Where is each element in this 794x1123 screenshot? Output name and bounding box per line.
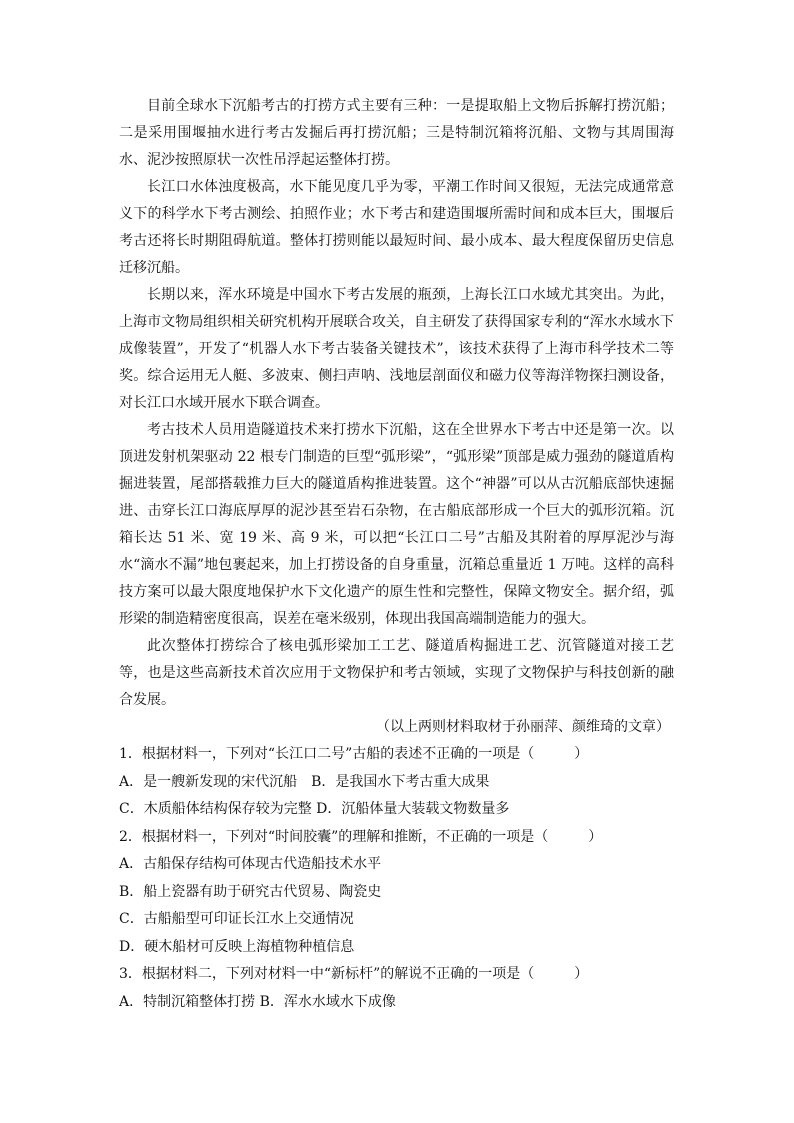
question-2-option-b: B．船上瓷器有助于研究古代贸易、陶瓷史 [119, 883, 382, 900]
question-3-option-b: B．浑水水域水下成像 [259, 993, 396, 1010]
question-3-close: ） [574, 966, 589, 982]
paragraph-4: 考古技术人员用造隧道技术来打捞水下沉船，这在全世界水下考古中还是第一次。以顶进发射机架驱动 22 根专门制造的巨型“弧形梁”，“弧形梁”顶部是威力强劲的隧道盾构掘进装置，尾部搭载推力巨大的隧道盾构推进装置。这个“神器”可以从古沉船底部快速掘进、击穿长江口海底厚厚的泥沙甚至岩石杂物，在古船底部形成一个巨大的弧形沉箱。沉箱长达 51 米、宽 19 米、高 9 米，可以把“长江口二号”古船及其附着的厚厚泥沙与海水“滴水不漏”地包裹起来，加上打捞设备的自身重量，沉箱总重量近 1 万吨。这样的高科技方案可以最大限度地保护水下文化遗产的原生性和完整性，保障文物安全。据介绍，弧形梁的制造精密度很高，误差在毫米级别，体现出我国高端制造能力的强大。 [119, 422, 674, 627]
source-note: （以上两则材料取材于孙丽萍、颜维琦的文章） [376, 719, 670, 735]
question-1 [119, 741, 674, 824]
question-1-options-ab [119, 769, 674, 797]
question-2-option-d: D．硬木船材可反映上海植物种植信息 [119, 938, 355, 955]
question-3-stem-text: 3．根据材料二，下列对材料一中“新标杆”的解说不正确的一项是（ [119, 966, 535, 982]
question-2-stem-text: 2．根据材料一，下列对“时间胶囊”的理解和推断，不正确的一项是（ [119, 828, 549, 845]
question-2 [119, 824, 674, 962]
paragraph-3: 长期以来，浑水环境是中国水下考古发展的瓶颈，上海长江口水域尤其突出。为此，上海市文物局组织相关研究机构开展联合攻关，自主研发了获得国家专利的“浑水水域水下成像装置”，开发了“机器人水下考古装备关键技术”，该技术获得了上海市科学技术二等奖。综合运用无人艇、多波束、侧扫声呐、浅地层剖面仪和磁力仪等海洋物探扫测设备，对长江口水域开展水下联合调查。 [119, 287, 674, 411]
question-1-stem-text: 1．根据材料一，下列对“长江口二号”古船的表述不正确的一项是（ [119, 746, 535, 762]
question-2-close: ） [588, 828, 603, 845]
question-2-option-a: A．古船保存结构可体现古代造船技术水平 [119, 856, 382, 872]
question-1-close: ） [574, 746, 589, 762]
question-3-stem [119, 961, 674, 989]
question-2-stem [119, 824, 674, 852]
question-1-option-c: C．木质船体结构保存较为完整 [119, 801, 312, 817]
question-3 [119, 961, 674, 1016]
paragraph-2: 长江口水体浊度极高，水下能见度几乎为零，平潮工作时间又很短，无法完成通常意义下的科学水下考古测绘、拍照作业；水下考古和建造围堰所需时间和成本巨大，围堰后考古还将长时期阻碍航道。整体打捞则能以最短时间、最小成本、最大程度保留历史信息迁移沉船。 [119, 179, 674, 276]
question-1-option-a: A．是一艘新发现的宋代沉船 [119, 773, 298, 790]
paragraph-1: 目前全球水下沉船考古的打捞方式主要有三种：一是提取船上文物后拆解打捞沉船；二是采用围堰抽水进行考古发掘后再打捞沉船；三是特制沉箱将沉船、文物与其周围海水、泥沙按照原状一次性吊浮起运整体打捞。 [119, 98, 674, 168]
question-3-option-a: A．特制沉箱整体打捞 [119, 993, 256, 1010]
question-1-option-b: B．是我国水下考古重大成果 [311, 773, 490, 790]
question-1-options-cd [119, 796, 674, 824]
question-1-option-d: D．沉船体量大装载文物数量多 [316, 801, 510, 817]
question-1-stem [119, 741, 674, 769]
paragraph-5: 此次整体打捞综合了核电弧形梁加工工艺、隧道盾构掘进工艺、沉管隧道对接工艺等，也是这些高新技术首次应用于文物保护和考古领域，实现了文物保护与科技创新的融合发展。 [119, 638, 674, 708]
question-2-option-c: C．古船船型可印证长江水上交通情况 [119, 911, 354, 927]
question-3-options-ab [119, 989, 674, 1017]
